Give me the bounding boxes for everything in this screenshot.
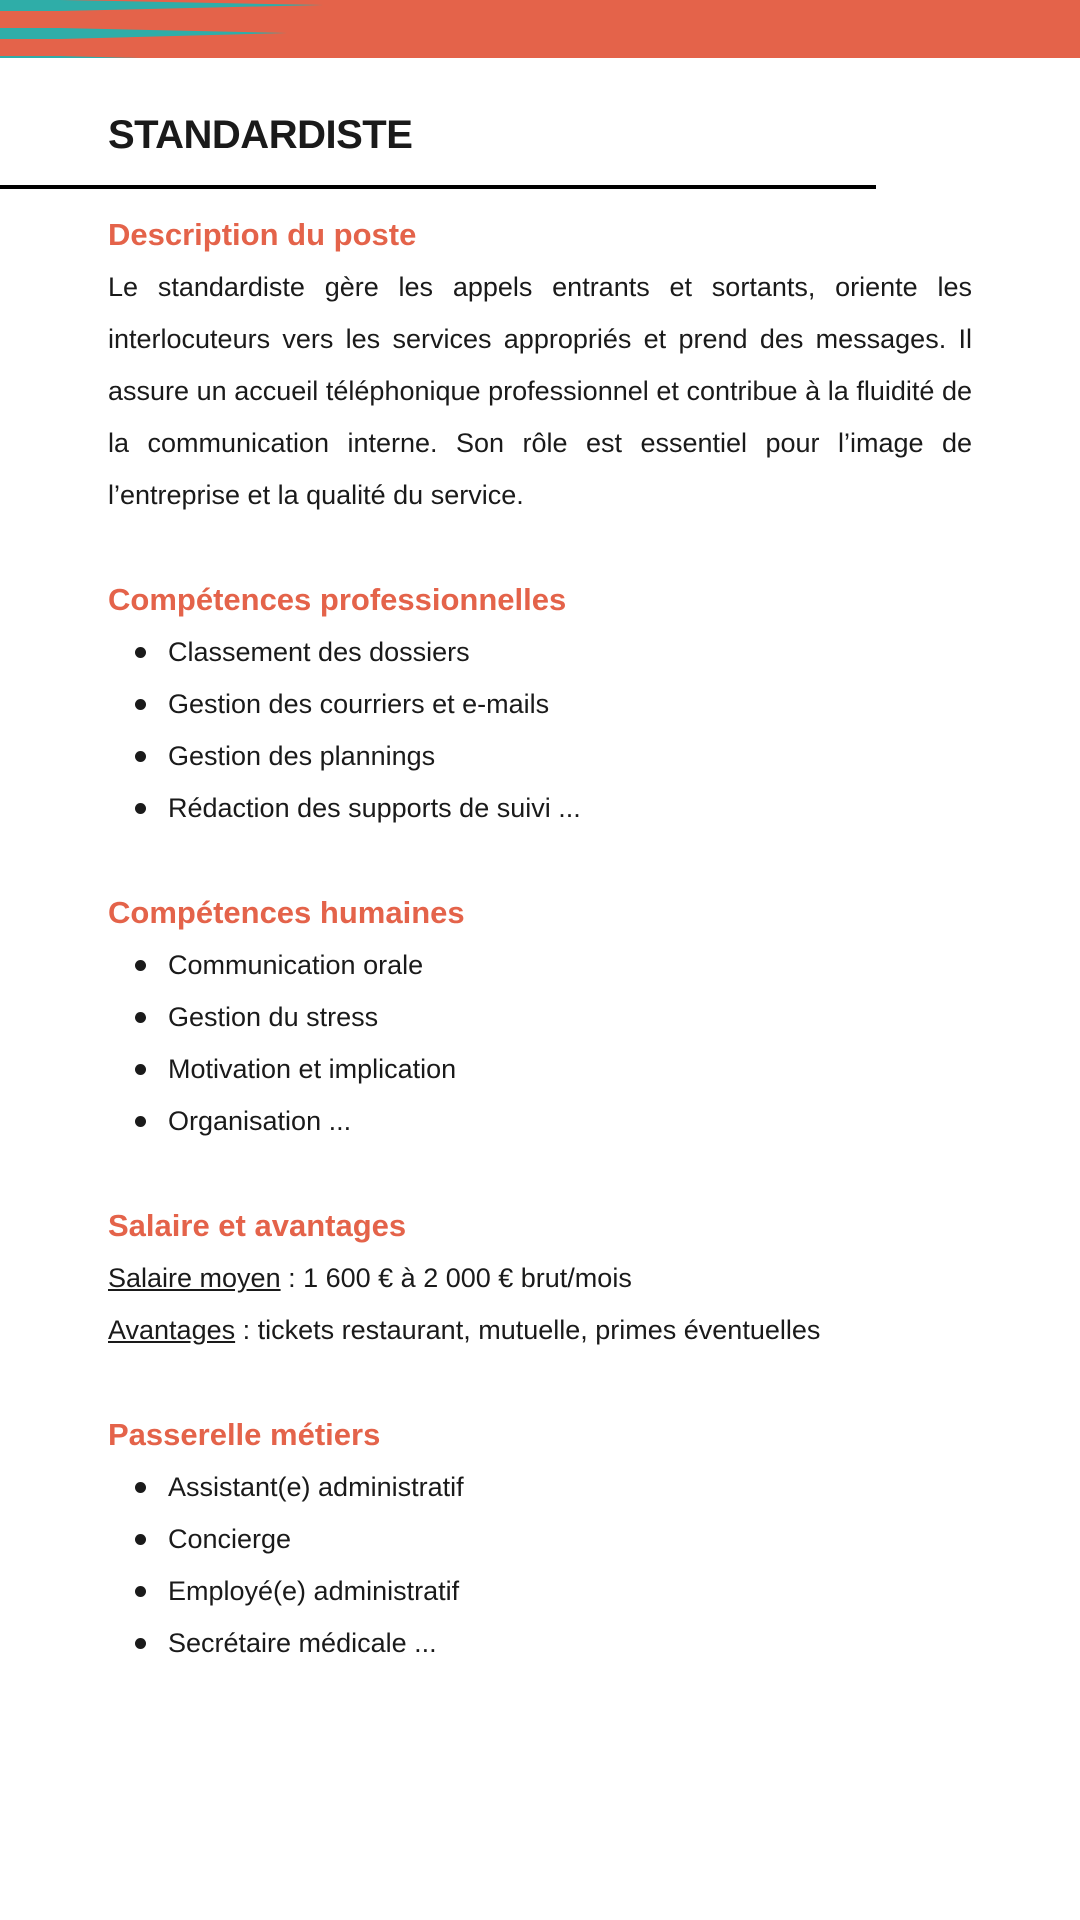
list-item [168, 1095, 972, 1147]
page-title: STANDARDISTE [108, 113, 413, 157]
list-item [168, 678, 972, 730]
section-heading: Compétences humaines [108, 895, 465, 930]
bullet-icon [135, 803, 146, 814]
list-item [168, 1461, 972, 1513]
list-item-text: Rédaction des supports de suivi ... [168, 793, 581, 823]
list-item-text: Secrétaire médicale ... [168, 1628, 437, 1658]
title-divider [0, 185, 876, 189]
bullet-icon [135, 1116, 146, 1127]
job-sheet [108, 209, 972, 1722]
bullet-icon [135, 1638, 146, 1649]
bullet-icon [135, 647, 146, 658]
list-item [168, 730, 972, 782]
list-item-text: Gestion des plannings [168, 741, 436, 771]
benefits-line [108, 1304, 972, 1356]
list-item [168, 1565, 972, 1617]
list-item-text: Gestion du stress [168, 1002, 379, 1032]
bullet-icon [135, 699, 146, 710]
bullet-icon [135, 1586, 146, 1597]
list-item-text: Gestion des courriers et e-mails [168, 689, 550, 719]
human-skills-section [108, 887, 972, 1147]
list-item [168, 626, 972, 678]
list-item-text: Communication orale [168, 950, 424, 980]
bullet-icon [135, 1482, 146, 1493]
benefits-value: : tickets restaurant, mutuelle, primes éventuelles [235, 1315, 821, 1345]
header-banner [0, 0, 1080, 58]
bullet-icon [135, 751, 146, 762]
list-item-text: Assistant(e) administratif [168, 1472, 464, 1502]
bullet-icon [135, 1534, 146, 1545]
list-item [168, 939, 972, 991]
bullet-icon [135, 1012, 146, 1023]
list-item-text: Motivation et implication [168, 1054, 457, 1084]
salary-section [108, 1200, 972, 1356]
section-heading: Passerelle métiers [108, 1417, 381, 1452]
section-heading: Compétences professionnelles [108, 582, 567, 617]
list-item-text: Organisation ... [168, 1106, 352, 1136]
description-section [108, 209, 972, 521]
list-item-text: Employé(e) administratif [168, 1576, 460, 1606]
salary-line [108, 1252, 972, 1304]
description-text: Le standardiste gère les appels entrants et sortants, oriente les interlocuteurs vers les services appropriés et prend des messages. Il assure un accueil téléphonique professionnel et contribue à la fluidité de la communication interne. Son rôle est essentiel pour l’image de l’entreprise et la qualité du service. [108, 272, 972, 510]
bridges-section [108, 1409, 972, 1669]
list-item [168, 1617, 972, 1669]
pro-skills-section [108, 574, 972, 834]
bullet-icon [135, 960, 146, 971]
salary-label: Salaire moyen [108, 1263, 281, 1293]
list-item-text: Concierge [168, 1524, 292, 1554]
benefits-label: Avantages [108, 1315, 236, 1345]
bullet-icon [135, 1064, 146, 1075]
list-item [168, 782, 972, 834]
list-item-text: Classement des dossiers [168, 637, 470, 667]
section-heading: Salaire et avantages [108, 1208, 407, 1243]
list-item [168, 991, 972, 1043]
list-item [168, 1043, 972, 1095]
section-heading: Description du poste [108, 217, 417, 252]
salary-value: : 1 600 € à 2 000 € brut/mois [280, 1263, 632, 1293]
list-item [168, 1513, 972, 1565]
